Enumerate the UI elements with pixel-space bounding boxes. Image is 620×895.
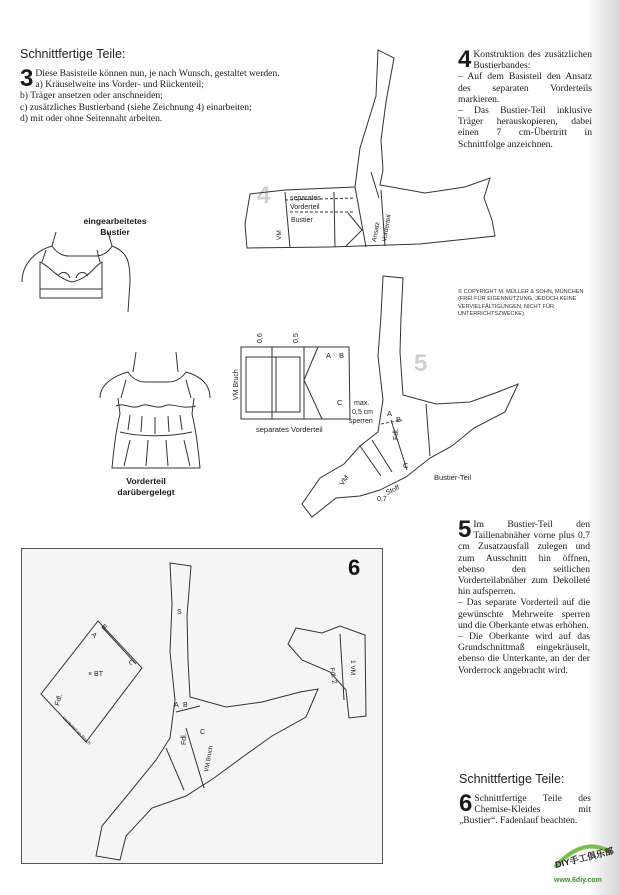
watermark-text: DIY手工俱乐部 <box>554 845 615 870</box>
figure-6-label-c2: C <box>200 729 206 736</box>
section-6-line: Schnittfertige Teile des Chemise-Kleides mit „Bustier“. Fadenlauf beachten. <box>459 793 591 827</box>
figure-6-number: 6 <box>348 555 361 580</box>
section-3-number: 3 <box>20 65 34 92</box>
figure-6-label-a2: A <box>174 702 179 709</box>
figure-6-label-c: C <box>126 658 136 667</box>
figure-5-label-05: 0,5 <box>293 333 300 343</box>
figure-5-label-stoff: Stoff <box>384 484 401 497</box>
watermark-site: www.6diy.com <box>554 877 602 884</box>
figure-6-label-b: B <box>99 623 108 632</box>
section-5-line: Im Bustier-Teil den Taillenabnäher vorne plus 0,7 cm Zusatzausfall zulegen und zum Ausschnitt hin öffnen, ebenso den seitlichen Vorderteilabnäher zum Dekolleté hin aufsperren. <box>458 519 590 598</box>
section-5-line: – Die Oberkante wird auf das Grundschnittmaß eingekräuselt, ebenso die Unterkante, an der der Vorderrock angebracht wird. <box>458 631 590 676</box>
figure-5-label-vm-bruch: VM Bruch <box>233 369 240 400</box>
section-6-number: 6 <box>459 790 473 817</box>
section-3-line: Diese Basisteile können nun, je nach Wunsch, gestaltet werden. <box>35 68 280 79</box>
figure-5-label-a2: A <box>387 409 393 418</box>
figure-5-label-c2: C <box>403 461 409 470</box>
figure-6-label-fdl2: Fdl. <box>181 733 188 745</box>
copyright-notice: © COPYRIGHT M. MÜLLER & SOHN, MÜNCHEN (FREI FÜR EIGENNUTZUNG, JEDOCH KEINE VERVIELFÄLTIGUNGEN, NICHT FÜR UNTERRICHTSZWECKE). <box>458 289 584 318</box>
figure-6-label-b2: B <box>183 702 188 709</box>
figure-5-label-separates-vorderteil: separates Vorderteil <box>256 425 323 434</box>
figure-4-label-vm: VM <box>276 230 283 240</box>
illustration-1-caption-line: eingearbeitetes <box>83 216 147 226</box>
figure-5-number: 5 <box>414 350 428 377</box>
illustration-2-caption-line: darübergelegt <box>117 486 175 497</box>
figure-5-label-sperren: sperren <box>349 418 373 425</box>
figure-5-label-b2: B <box>396 415 402 424</box>
section-3-line: d) mit oder ohne Seitennaht arbeiten. <box>20 112 163 124</box>
figure-5-label-max: max. <box>354 400 370 407</box>
illustration-1-caption-line: Bustier <box>100 226 130 237</box>
figure-4-label-bustier: Bustier <box>291 217 313 224</box>
figure-6-label-fdl-2: Fdl. 2 <box>328 667 338 685</box>
figure-4-label-ansatz: Ansatz <box>371 221 382 243</box>
heading-schnittfertige-teile: Schnittfertige Teile: <box>20 47 126 61</box>
figure-5-label-b: B <box>339 351 345 360</box>
figure-4-label-separates: separates <box>290 195 321 202</box>
section-4-line: Konstruktion des zusätzlichen Bustierbandes: <box>473 49 592 72</box>
figure-5-label-sperren-value: 0,5 cm <box>352 409 374 416</box>
figure-6-label-vorderteil-rotated: Vorderteil an Bruch <box>61 715 92 746</box>
figure-6-label-vm-bruch: VM Bruch <box>204 745 215 773</box>
section-4-line: – Auf dem Basisteil den Ansatz des separaten Vorderteils markieren. <box>458 71 592 105</box>
section-3-line: c) zusätzliches Bustierband (siehe Zeichnung 4) einarbeiten; <box>20 101 252 113</box>
figure-6-label-bt: × BT <box>88 671 103 678</box>
heading-schnittfertige-teile-bottom: Schnittfertige Teile: <box>459 772 565 786</box>
figure-5-label-c: C <box>337 398 343 407</box>
figure-5-label-07: 0,7 <box>377 496 387 503</box>
figure-4-label-vorderteil: Vorderteil <box>290 204 320 211</box>
figure-5-label-bustier-teil: Bustier-Teil <box>434 473 472 482</box>
section-3-line: a) Kräuselweite ins Vorder- und Rückenteil; <box>35 79 204 91</box>
figure-4-number: 4 <box>257 182 271 209</box>
section-4-number: 4 <box>458 46 472 73</box>
figure-5-label-vm: VM <box>338 474 351 488</box>
section-4-line: – Das Bustier-Teil inklusive Träger herauskopieren, dabei einen 7 cm-Übertritt in Schnittfolge anzeichnen. <box>458 105 592 150</box>
section-3-line: b) Träger ansetzen oder anschneiden; <box>20 90 163 102</box>
figure-5-label-06: 0,6 <box>257 333 264 343</box>
figure-6-label-fdl: Fdl. <box>54 693 64 707</box>
figure-6-label-a: A <box>89 631 98 640</box>
section-5-number: 5 <box>458 516 472 543</box>
figure-4-label-vorderteil-vertical: Vorderteil <box>381 214 393 243</box>
figure-6-label-s: S <box>177 609 182 616</box>
figure-6-label-vm: 1 VM <box>349 660 356 676</box>
section-5-line: – Das separate Vorderteil auf die gewünschte Mehrweite sperren und die Oberkante etwas erhöhen. <box>458 597 590 631</box>
illustration-2-caption-line: Vorderteil <box>126 476 166 486</box>
figure-5-label-a: A <box>326 351 332 360</box>
figure-5-label-fdl: Fdl. <box>393 428 400 440</box>
